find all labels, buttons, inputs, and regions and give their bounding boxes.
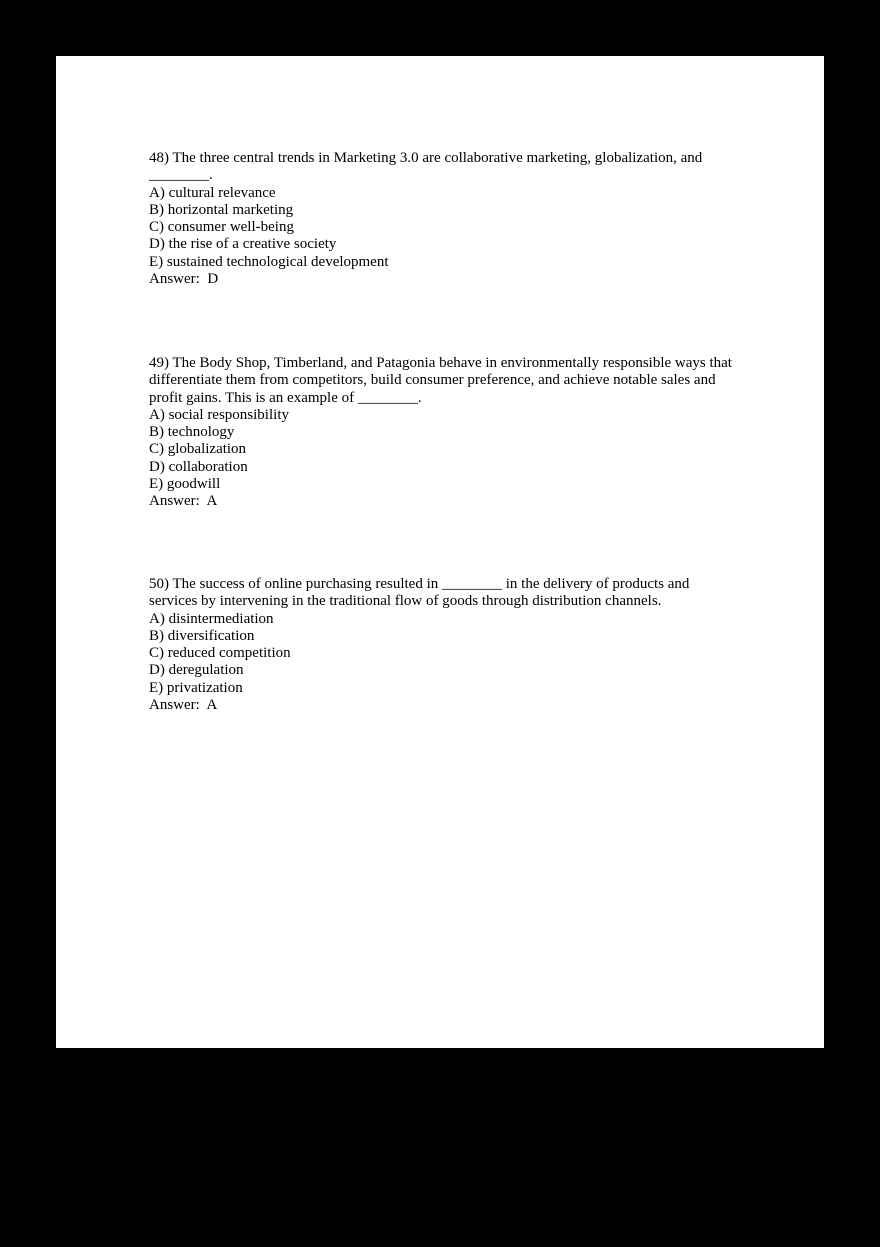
question-50: [149, 576, 709, 714]
option-e: E) goodwill: [149, 476, 221, 493]
option-e: E) privatization: [149, 679, 243, 696]
question-49: [149, 355, 739, 511]
option-e: E) sustained technological development: [149, 253, 389, 270]
question-48: [149, 150, 709, 288]
option-b: B) horizontal marketing: [149, 201, 294, 218]
option-b: B) technology: [149, 424, 235, 441]
question-stem: 48) The three central trends in Marketing 3.0 are collaborative marketing, globalization, and ________.: [149, 150, 703, 184]
option-b: B) diversification: [149, 627, 255, 644]
option-a: A) social responsibility: [149, 406, 289, 423]
option-c: C) reduced competition: [149, 645, 291, 662]
option-d: D) the rise of a creative society: [149, 236, 337, 253]
answer-line: Answer: A: [149, 493, 218, 510]
answer-line: Answer: D: [149, 271, 219, 288]
option-c: C) consumer well-being: [149, 219, 294, 236]
option-a: A) disintermediation: [149, 610, 274, 627]
option-a: A) cultural relevance: [149, 184, 276, 201]
document-page: [56, 56, 824, 1048]
question-stem: 49) The Body Shop, Timberland, and Patagonia behave in environmentally responsible ways that differentiate them from competitors, build consumer preference, and achieve notable sales and profit gains. This is an example of ________.: [149, 355, 732, 406]
option-d: D) collaboration: [149, 458, 248, 475]
question-stem: 50) The success of online purchasing resulted in ________ in the delivery of products and services by intervening in the traditional flow of goods through distribution channels.: [149, 576, 690, 610]
answer-line: Answer: A: [149, 697, 218, 714]
option-d: D) deregulation: [149, 662, 244, 679]
option-c: C) globalization: [149, 441, 247, 458]
